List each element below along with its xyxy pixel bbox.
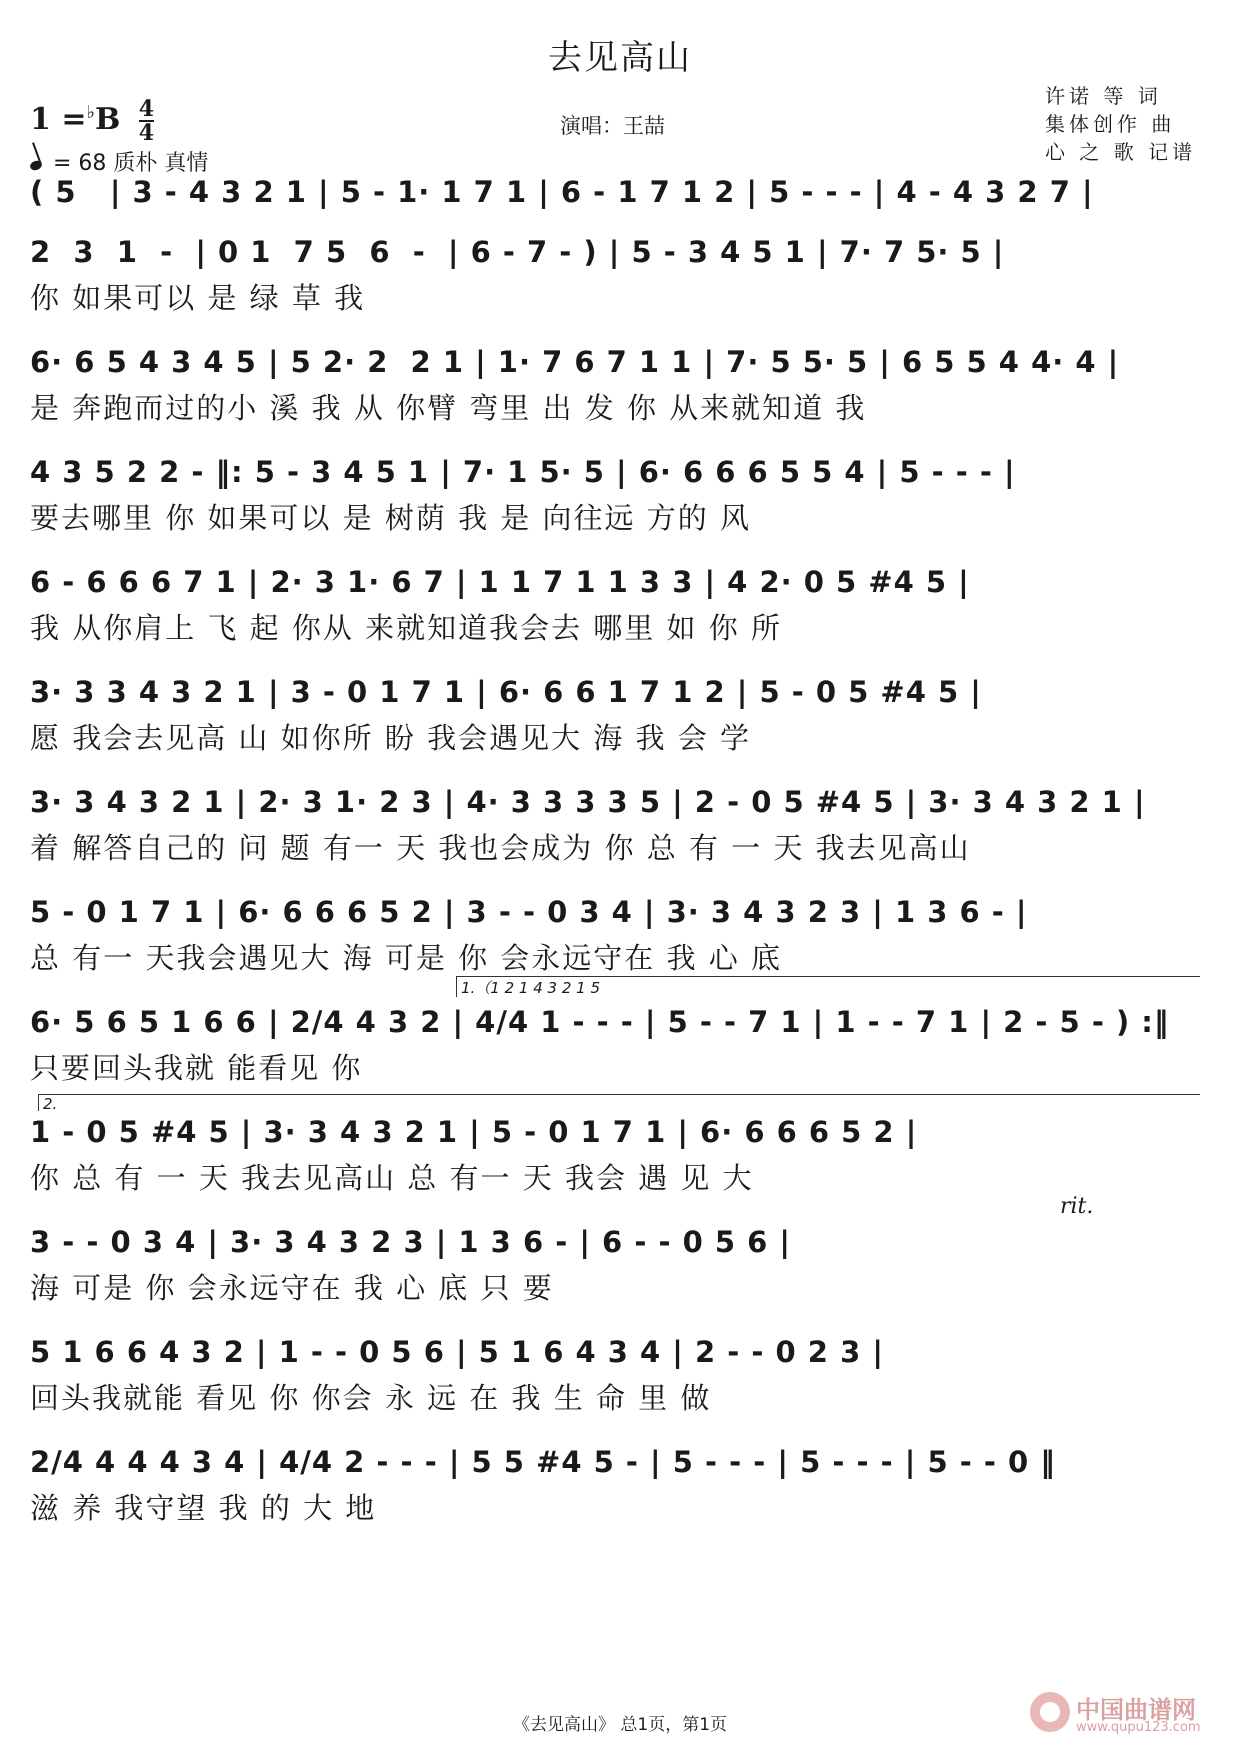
notation-line: 3· 3 3 4 3 2 1 | 3 - 0 1 7 1 | 6· 6 6 1 7 1 2 | 5 - 0 5 #4 5 | [30, 675, 982, 709]
site-logo [1030, 1690, 1220, 1740]
notation-line: 2/4 4 4 4 3 4 | 4/4 2 - - - | 5 5 #4 5 - | 5 - - - | 5 - - - | 5 - - 0 ‖ [30, 1445, 1056, 1479]
ts-bottom: 4 [138, 120, 155, 146]
lyricist: 许诺 等 词 [1045, 84, 1162, 108]
lyrics-line: 要去哪里 你 如果可以 是 树荫 我 是 向往远 方的 风 [30, 501, 751, 535]
singer: 演唱：王喆 [560, 114, 665, 138]
lyrics-line: 着 解答自己的 问 题 有一 天 我也会成为 你 总 有 一 天 我去见高山 [30, 831, 971, 865]
tempo-mood: 质朴 真情 [113, 151, 209, 176]
song-title: 去见高山 [548, 38, 692, 78]
lyrics-line: 总 有一 天我会遇见大 海 可是 你 会永远守在 我 心 底 [30, 941, 782, 975]
key-signature [30, 98, 154, 144]
lyrics-line: 你 如果可以 是 绿 草 我 [30, 281, 366, 315]
flat-icon: ♭ [86, 102, 95, 123]
lyrics-line: 回头我就能 看见 你 你会 永 远 在 我 生 命 里 做 [30, 1381, 712, 1415]
notation-line: ( 5 | 3 - 4 3 2 1 | 5 - 1· 1 7 1 | 6 - 1 7 1 2 | 5 - - - | 4 - 4 3 2 7 | [30, 175, 1094, 209]
composer: 集体创作 曲 [1045, 112, 1176, 136]
key-note: B [94, 102, 121, 137]
logo-icon [1030, 1692, 1070, 1732]
notation-line: 5 - 0 1 7 1 | 6· 6 6 6 5 2 | 3 - - 0 3 4 | 3· 3 4 3 2 3 | 1 3 6 - | [30, 895, 1028, 929]
notation-line: 4 3 5 2 2 - ‖: 5 - 3 4 5 1 | 7· 1 5· 5 | 6· 6 6 6 5 5 4 | 5 - - - | [30, 455, 1016, 489]
transcriber: 心 之 歌 记谱 [1045, 140, 1197, 164]
notation-line: 6· 5 6 5 1 6 6 | 2/4 4 3 2 | 4/4 1 - - - | 5 - - 7 1 | 1 - - 7 1 | 2 - 5 - ) :‖ [30, 1005, 1170, 1039]
volta-bracket: 1.（1 2 1 4 3 2 1 5 [456, 976, 1200, 997]
notation-line: 3· 3 4 3 2 1 | 2· 3 1· 2 3 | 4· 3 3 3 3 5 | 2 - 0 5 #4 5 | 3· 3 4 3 2 1 | [30, 785, 1146, 819]
notation-line: 6 - 6 6 6 7 1 | 2· 3 1· 6 7 | 1 1 7 1 1 3 3 | 4 2· 0 5 #4 5 | [30, 565, 970, 599]
lyrics-line: 你 总 有 一 天 我去见高山 总 有一 天 我会 遇 见 大 [30, 1161, 754, 1195]
key-prefix: 1 = [30, 102, 87, 137]
notation-line: 1 - 0 5 #4 5 | 3· 3 4 3 2 1 | 5 - 0 1 7 1 | 6· 6 6 6 5 2 | [30, 1115, 918, 1149]
lyrics-line: 我 从你肩上 飞 起 你从 来就知道我会去 哪里 如 你 所 [30, 611, 782, 645]
ritardando-marking: rit. [1060, 1194, 1094, 1219]
notation-line: 3 - - 0 3 4 | 3· 3 4 3 2 3 | 1 3 6 - | 6 - - 0 5 6 | [30, 1225, 791, 1259]
logo-url: www.qupu123.com [1076, 1720, 1201, 1735]
time-signature [139, 98, 154, 144]
volta-bracket: 2. [38, 1094, 1200, 1111]
lyrics-line: 是 奔跑而过的小 溪 我 从 你臂 弯里 出 发 你 从来就知道 我 [30, 391, 867, 425]
lyrics-line: 滋 养 我守望 我 的 大 地 [30, 1491, 377, 1525]
lyrics-line: 愿 我会去见高 山 如你所 盼 我会遇见大 海 我 会 学 [30, 721, 751, 755]
notation-line: 6· 6 5 4 3 4 5 | 5 2· 2 2 1 | 1· 7 6 7 1 1 | 7· 5 5· 5 | 6 5 5 4 4· 4 | [30, 345, 1120, 379]
page-footer: 《去见高山》 总1页，第1页 [512, 1715, 728, 1735]
notation-line: 2 3 1 - | 0 1 7 5 6 - | 6 - 7 - ) | 5 - 3 4 5 1 | 7· 7 5· 5 | [30, 235, 1005, 269]
tempo-value: = 68 [53, 151, 107, 176]
notation-line: 5 1 6 6 4 3 2 | 1 - - 0 5 6 | 5 1 6 4 3 4 | 2 - - 0 2 3 | [30, 1335, 884, 1369]
lyrics-line: 海 可是 你 会永远守在 我 心 底 只 要 [30, 1271, 554, 1305]
lyrics-line: 只要回头我就 能看见 你 [30, 1051, 363, 1085]
credits [1045, 82, 1196, 166]
logo-text: 中国曲谱网 [1076, 1696, 1196, 1724]
ts-top: 4 [138, 96, 155, 122]
